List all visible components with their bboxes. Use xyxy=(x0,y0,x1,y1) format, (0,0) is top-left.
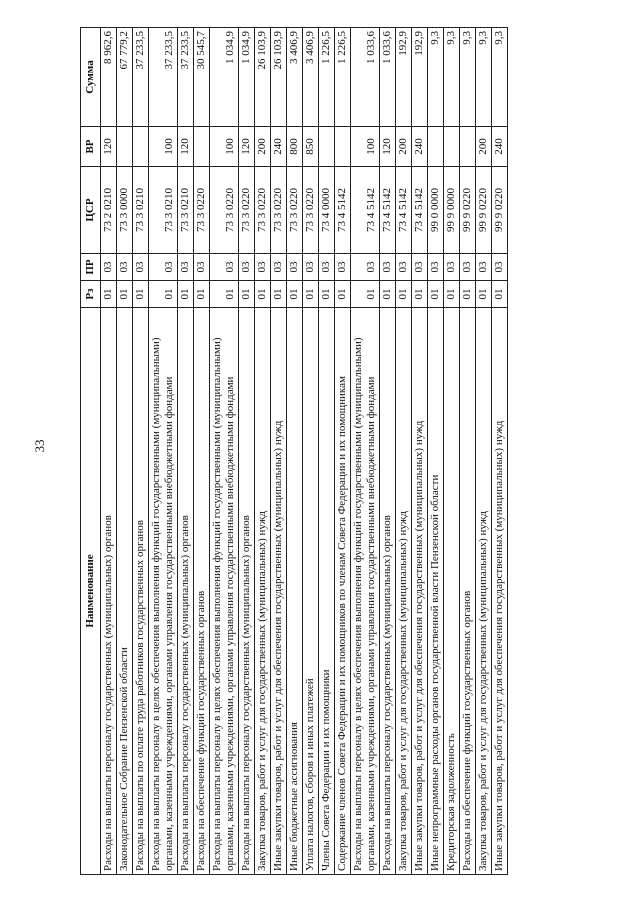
cell-pr: 03 xyxy=(396,254,412,281)
cell-sum: 1 033,6 xyxy=(351,28,380,127)
cell-csr: 73 3 0220 xyxy=(271,167,287,254)
cell-pr: 03 xyxy=(460,254,476,281)
cell-sum: 37 233,5 xyxy=(149,28,178,127)
table-header-row xyxy=(81,28,101,875)
rotated-table-container xyxy=(80,28,540,875)
cell-name: Содержание членов Совета Федерации и их помощников по членам Совета Федерации и их помощникам xyxy=(335,308,351,875)
table-row xyxy=(303,28,319,875)
cell-sum: 1 226,5 xyxy=(335,28,351,127)
cell-rz: 01 xyxy=(444,281,460,308)
cell-csr: 73 3 0000 xyxy=(117,167,133,254)
cell-vr: 240 xyxy=(492,127,508,167)
cell-rz: 01 xyxy=(351,281,380,308)
cell-vr: 850 xyxy=(303,127,319,167)
cell-pr: 03 xyxy=(287,254,303,281)
table-row xyxy=(178,28,194,875)
table-row xyxy=(492,28,508,875)
cell-rz: 01 xyxy=(210,281,239,308)
table-row xyxy=(444,28,460,875)
table-row xyxy=(476,28,492,875)
cell-pr: 03 xyxy=(303,254,319,281)
cell-name: Расходы на выплаты персоналу государственных (муниципальных) органов xyxy=(178,308,194,875)
cell-rz: 01 xyxy=(380,281,396,308)
cell-name: Расходы на выплаты персоналу в целях обеспечения выполнения функций государственными (муниципальными) органами, казенными учреждениями, органами управления государственными внебюджетными фондами xyxy=(149,308,178,875)
cell-vr: 120 xyxy=(178,127,194,167)
cell-csr: 99 0 0000 xyxy=(428,167,444,254)
cell-sum: 3 406,9 xyxy=(303,28,319,127)
cell-csr: 73 4 5142 xyxy=(396,167,412,254)
cell-name: Иные закупки товаров, работ и услуг для обеспечения государственных (муниципальных) нужд xyxy=(492,308,508,875)
cell-vr: 100 xyxy=(210,127,239,167)
table-row xyxy=(351,28,380,875)
cell-pr: 03 xyxy=(428,254,444,281)
cell-vr: 240 xyxy=(412,127,428,167)
cell-pr: 03 xyxy=(351,254,380,281)
cell-name: Расходы на обеспечение функций государственных органов xyxy=(194,308,210,875)
cell-pr: 03 xyxy=(476,254,492,281)
cell-csr: 73 4 5142 xyxy=(412,167,428,254)
cell-sum: 1 226,5 xyxy=(319,28,335,127)
table-row xyxy=(271,28,287,875)
cell-csr: 73 2 0210 xyxy=(101,167,117,254)
cell-pr: 03 xyxy=(319,254,335,281)
cell-sum: 9,3 xyxy=(492,28,508,127)
cell-pr: 03 xyxy=(133,254,149,281)
cell-sum: 192,9 xyxy=(412,28,428,127)
cell-sum: 1 034,9 xyxy=(239,28,255,127)
cell-rz: 01 xyxy=(178,281,194,308)
cell-rz: 01 xyxy=(101,281,117,308)
cell-sum: 9,3 xyxy=(428,28,444,127)
cell-pr: 03 xyxy=(149,254,178,281)
cell-sum: 9,3 xyxy=(476,28,492,127)
cell-rz: 01 xyxy=(412,281,428,308)
cell-pr: 03 xyxy=(255,254,271,281)
cell-pr: 03 xyxy=(380,254,396,281)
cell-name: Расходы на обеспечение функций государственных органов xyxy=(460,308,476,875)
table-row xyxy=(287,28,303,875)
cell-rz: 01 xyxy=(255,281,271,308)
table-row xyxy=(428,28,444,875)
cell-csr: 99 9 0000 xyxy=(444,167,460,254)
table-row xyxy=(396,28,412,875)
cell-name: Уплата налогов, сборов и иных платежей xyxy=(303,308,319,875)
cell-pr: 03 xyxy=(178,254,194,281)
table-row xyxy=(133,28,149,875)
cell-vr: 100 xyxy=(149,127,178,167)
cell-sum: 192,9 xyxy=(396,28,412,127)
cell-sum: 1 034,9 xyxy=(210,28,239,127)
cell-vr xyxy=(335,127,351,167)
header-csr: ЦСР xyxy=(81,167,101,254)
table-row xyxy=(194,28,210,875)
cell-vr xyxy=(133,127,149,167)
cell-vr xyxy=(319,127,335,167)
cell-csr: 73 3 0220 xyxy=(239,167,255,254)
cell-sum: 3 406,9 xyxy=(287,28,303,127)
cell-name: Члены Совета Федерации и их помощники xyxy=(319,308,335,875)
cell-rz: 01 xyxy=(117,281,133,308)
cell-sum: 37 233,5 xyxy=(133,28,149,127)
cell-sum: 26 103,9 xyxy=(255,28,271,127)
cell-vr xyxy=(117,127,133,167)
cell-csr: 99 9 0220 xyxy=(476,167,492,254)
cell-vr xyxy=(194,127,210,167)
cell-pr: 03 xyxy=(194,254,210,281)
cell-vr xyxy=(460,127,476,167)
cell-csr: 73 3 0210 xyxy=(133,167,149,254)
cell-vr: 120 xyxy=(239,127,255,167)
cell-rz: 01 xyxy=(149,281,178,308)
cell-csr: 73 3 0220 xyxy=(210,167,239,254)
cell-csr: 73 3 0220 xyxy=(303,167,319,254)
cell-sum: 37 233,5 xyxy=(178,28,194,127)
table-row xyxy=(101,28,117,875)
cell-sum: 1 033,6 xyxy=(380,28,396,127)
cell-name: Расходы на выплаты персоналу государственных (муниципальных) органов xyxy=(101,308,117,875)
cell-vr: 120 xyxy=(380,127,396,167)
cell-name: Иные бюджетные ассигнования xyxy=(287,308,303,875)
cell-pr: 03 xyxy=(210,254,239,281)
cell-vr: 800 xyxy=(287,127,303,167)
cell-name: Иные закупки товаров, работ и услуг для обеспечения государственных (муниципальных) нужд xyxy=(271,308,287,875)
cell-name: Расходы на выплаты персоналу в целях обеспечения выполнения функций государственными (муниципальными) органами, казенными учреждениями, органами управления государственными внебюджетными фондами xyxy=(351,308,380,875)
table-row xyxy=(335,28,351,875)
budget-table xyxy=(80,27,508,875)
cell-pr: 03 xyxy=(412,254,428,281)
cell-rz: 01 xyxy=(303,281,319,308)
table-row xyxy=(255,28,271,875)
header-sum: Сумма xyxy=(81,28,101,127)
cell-sum: 30 545,7 xyxy=(194,28,210,127)
table-row xyxy=(210,28,239,875)
cell-sum: 8 962,6 xyxy=(101,28,117,127)
cell-pr: 03 xyxy=(444,254,460,281)
table-row xyxy=(380,28,396,875)
cell-name: Закупка товаров, работ и услуг для государственных (муниципальных) нужд xyxy=(255,308,271,875)
cell-sum: 26 103,9 xyxy=(271,28,287,127)
cell-vr: 200 xyxy=(476,127,492,167)
cell-csr: 73 4 5142 xyxy=(335,167,351,254)
cell-vr xyxy=(444,127,460,167)
cell-csr: 73 3 0210 xyxy=(178,167,194,254)
cell-pr: 03 xyxy=(271,254,287,281)
cell-vr xyxy=(428,127,444,167)
cell-rz: 01 xyxy=(476,281,492,308)
cell-name: Иные закупки товаров, работ и услуг для обеспечения государственных (муниципальных) нужд xyxy=(412,308,428,875)
cell-vr: 200 xyxy=(255,127,271,167)
table-body xyxy=(101,28,508,875)
table-row xyxy=(149,28,178,875)
cell-rz: 01 xyxy=(335,281,351,308)
cell-vr: 200 xyxy=(396,127,412,167)
cell-name: Иные непрограммные расходы органов государственной власти Пензенской области xyxy=(428,308,444,875)
cell-csr: 73 3 0210 xyxy=(149,167,178,254)
cell-rz: 01 xyxy=(194,281,210,308)
cell-rz: 01 xyxy=(133,281,149,308)
cell-name: Закупка товаров, работ и услуг для государственных (муниципальных) нужд xyxy=(396,308,412,875)
cell-pr: 03 xyxy=(492,254,508,281)
cell-csr: 99 9 0220 xyxy=(492,167,508,254)
cell-rz: 01 xyxy=(428,281,444,308)
cell-rz: 01 xyxy=(319,281,335,308)
cell-name: Расходы на выплаты персоналу государственных (муниципальных) органов xyxy=(380,308,396,875)
cell-vr: 100 xyxy=(351,127,380,167)
cell-csr: 99 9 0220 xyxy=(460,167,476,254)
table-row xyxy=(319,28,335,875)
table-row xyxy=(460,28,476,875)
table-row xyxy=(412,28,428,875)
cell-vr: 240 xyxy=(271,127,287,167)
header-pr: ПР xyxy=(81,254,101,281)
cell-name: Расходы на выплаты персоналу в целях обеспечения выполнения функций государственными (муниципальными) органами, казенными учреждениями, органами управления государственными внебюджетными фондами xyxy=(210,308,239,875)
cell-name: Кредиторская задолженность xyxy=(444,308,460,875)
header-rz: Рз xyxy=(81,281,101,308)
cell-rz: 01 xyxy=(460,281,476,308)
cell-sum: 9,3 xyxy=(460,28,476,127)
cell-csr: 73 4 0000 xyxy=(319,167,335,254)
cell-sum: 67 779,2 xyxy=(117,28,133,127)
cell-name: Расходы на выплаты персоналу государственных (муниципальных) органов xyxy=(239,308,255,875)
page-number: 33 xyxy=(32,439,47,453)
cell-rz: 01 xyxy=(287,281,303,308)
cell-sum: 9,3 xyxy=(444,28,460,127)
cell-rz: 01 xyxy=(239,281,255,308)
cell-csr: 73 3 0220 xyxy=(287,167,303,254)
cell-csr: 73 4 5142 xyxy=(351,167,380,254)
cell-name: Закупка товаров, работ и услуг для государственных (муниципальных) нужд xyxy=(476,308,492,875)
cell-rz: 01 xyxy=(492,281,508,308)
cell-rz: 01 xyxy=(396,281,412,308)
cell-vr: 120 xyxy=(101,127,117,167)
cell-pr: 03 xyxy=(239,254,255,281)
cell-csr: 73 3 0220 xyxy=(255,167,271,254)
header-vr: ВР xyxy=(81,127,101,167)
table-row xyxy=(239,28,255,875)
table-row xyxy=(117,28,133,875)
cell-pr: 03 xyxy=(101,254,117,281)
cell-csr: 73 4 5142 xyxy=(380,167,396,254)
cell-rz: 01 xyxy=(271,281,287,308)
cell-csr: 73 3 0220 xyxy=(194,167,210,254)
cell-pr: 03 xyxy=(335,254,351,281)
header-name: Наименование xyxy=(81,308,101,875)
cell-name: Законодательное Собрание Пензенской области xyxy=(117,308,133,875)
cell-name: Расходы на выплаты по оплате труда работников государственных органов xyxy=(133,308,149,875)
cell-pr: 03 xyxy=(117,254,133,281)
